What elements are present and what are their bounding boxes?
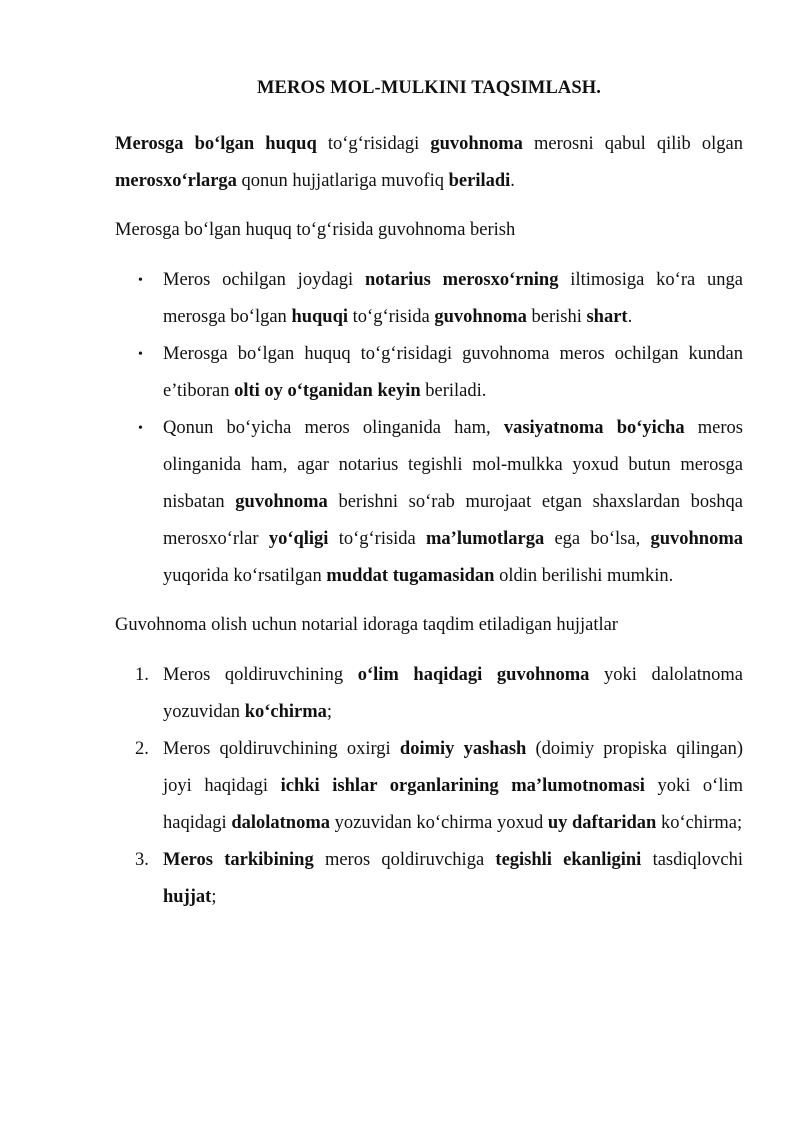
section-heading-certificate: Merosga bo‘lgan huquq to‘g‘risida guvohnoma berish: [115, 220, 516, 240]
text-run: to‘g‘risidagi: [316, 134, 431, 154]
bold-text: huquqi: [291, 307, 349, 327]
text-run: oldin berilishi mumkin.: [494, 566, 674, 586]
item-number: 1.: [135, 665, 149, 685]
item-text: [163, 665, 743, 722]
intro-paragraph: [115, 126, 743, 200]
bold-text: tegishli ekanligini: [495, 850, 642, 870]
bold-text: yo‘qligi: [268, 529, 329, 549]
text-run: .: [627, 307, 633, 327]
bold-text: guvohnoma: [235, 492, 328, 512]
item-text: [163, 739, 743, 833]
text-run: to‘g‘risida: [348, 307, 435, 327]
item-number: 3.: [135, 850, 149, 870]
bold-text: guvohnoma: [430, 134, 523, 154]
text-run: Meros qoldiruvchining oxirgi: [163, 739, 400, 759]
documents-numbered-list: [115, 657, 743, 916]
text-run: berishi: [526, 307, 587, 327]
text-run: beriladi.: [420, 381, 487, 401]
text-run: ;: [326, 702, 333, 722]
certificate-bullet-list: [115, 262, 743, 595]
bold-text: guvohnoma: [650, 529, 744, 549]
text-run: meros olinganida ham, agar notarius tegishli mol-mulkka yoxud butun merosga nisbatan: [163, 418, 743, 512]
bullet-item: [115, 410, 743, 595]
text-run: iltimosiga ko‘ra unga merosga bo‘lgan: [163, 270, 743, 327]
text-run: Meros ochilgan joydagi: [163, 270, 366, 290]
text-run: (doimiy propiska qilingan) joyi haqidagi: [163, 739, 743, 796]
bold-text: shart: [586, 307, 628, 327]
text-run: yoki dalolatnoma yozuvidan: [163, 665, 743, 722]
bullet-item: [115, 262, 743, 336]
numbered-item: [115, 731, 743, 842]
text-run: .: [510, 171, 515, 191]
bold-text: ko‘chirma: [244, 702, 327, 722]
text-run: to‘g‘risida: [328, 529, 427, 549]
text-run: Merosga bo‘lgan huquq to‘g‘risidagi guvohnoma meros ochilgan kundan e’tiboran: [163, 344, 743, 401]
bold-text: olti oy o‘tganidan keyin: [234, 381, 421, 401]
text-run: ;: [211, 887, 217, 907]
numbered-item: [115, 842, 743, 916]
bold-text: guvohnoma: [434, 307, 527, 327]
text-run: yuqorida ko‘rsatilgan: [163, 566, 327, 586]
bold-text: ichki ishlar organlarining ma’lumotnomasi: [280, 776, 645, 796]
text-run: ega bo‘lsa,: [544, 529, 651, 549]
bold-text: muddat tugamasidan: [326, 566, 495, 586]
text-run: yozuvidan ko‘chirma yoxud: [330, 813, 548, 833]
bold-text: vasiyatnoma bo‘yicha: [503, 418, 685, 438]
text-run: Qonun bo‘yicha meros olinganida ham,: [163, 418, 504, 438]
text-run: meros qoldiruvchiga: [313, 850, 496, 870]
text-run: yoki o‘lim haqidagi: [163, 776, 743, 833]
text-run: tasdiqlovchi: [641, 850, 744, 870]
text-run: merosni qabul qilib olgan: [522, 134, 743, 154]
item-text: [163, 850, 743, 907]
text-run: qonun hujjatlariga muvofiq: [236, 171, 449, 191]
bold-text: dalolatnoma: [231, 813, 331, 833]
text-run: Meros qoldiruvchining: [163, 665, 358, 685]
document-title: MEROS MOL-MULKINI TAQSIMLASH.: [257, 78, 601, 98]
bold-text: merosxo‘rlarga: [115, 171, 237, 191]
bold-text: Merosga bo‘lgan huquq: [115, 134, 317, 154]
bold-text: uy daftaridan: [547, 813, 657, 833]
section-heading-documents: Guvohnoma olish uchun notarial idoraga taqdim etiladigan hujjatlar: [115, 615, 618, 635]
text-run: ko‘chirma;: [656, 813, 743, 833]
bold-text: ma’lumotlarga: [426, 529, 545, 549]
text-run: berishni so‘rab murojaat etgan shaxslardan boshqa merosxo‘rlar: [163, 492, 743, 549]
bold-text: notarius merosxo‘rning: [365, 270, 559, 290]
numbered-item: [115, 657, 743, 731]
item-number: 2.: [135, 739, 149, 759]
bold-text: doimiy yashash: [399, 739, 527, 759]
bold-text: hujjat: [163, 887, 212, 907]
document-page: [115, 74, 743, 916]
bold-text: beriladi: [448, 171, 511, 191]
bold-text: Meros tarkibining: [163, 850, 314, 870]
bullet-item: [115, 336, 743, 410]
bold-text: o‘lim haqidagi guvohnoma: [357, 665, 590, 685]
